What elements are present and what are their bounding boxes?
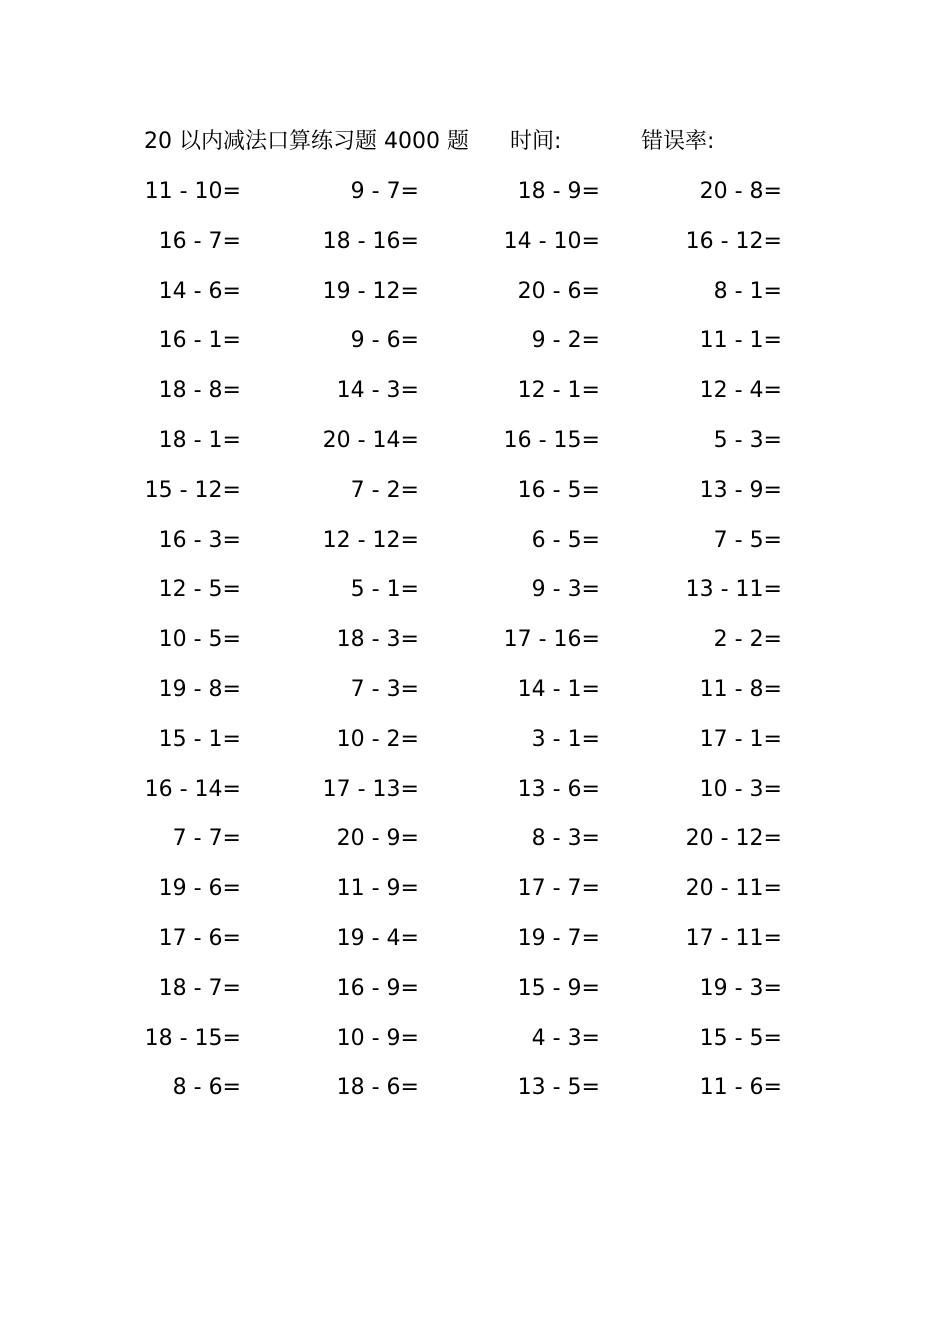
subtraction-problem: 13 - 9= [699,477,782,503]
subtraction-problem: 18 - 9= [517,179,600,204]
problem-row [144,770,844,820]
problem-row [144,620,844,670]
subtraction-problem: 4 - 3= [531,1025,600,1051]
problem-row [144,421,844,471]
problem-row [144,521,844,571]
subtraction-problem: 11 - 9= [336,876,419,902]
subtraction-problem: 7 - 3= [350,676,419,702]
subtraction-problem: 20 - 6= [517,278,600,304]
problem-row [144,471,844,521]
subtraction-problem: 11 - 6= [699,1075,782,1101]
problem-row [144,272,844,322]
subtraction-problem: 17 - 16= [503,627,600,653]
subtraction-problem: 10 - 2= [336,726,419,752]
subtraction-problem: 8 - 1= [713,278,782,304]
subtraction-problem: 19 - 6= [158,876,241,902]
subtraction-problem: 5 - 1= [350,577,419,603]
subtraction-problem: 13 - 6= [517,776,600,802]
subtraction-problem: 17 - 1= [699,726,782,752]
subtraction-problem: 14 - 1= [517,676,600,702]
subtraction-problem: 18 - 1= [158,427,241,453]
subtraction-problem: 9 - 3= [531,577,600,603]
subtraction-problem: 18 - 7= [158,975,241,1001]
subtraction-problem: 8 - 6= [172,1075,241,1101]
subtraction-problem: 9 - 7= [350,179,419,204]
subtraction-problem: 14 - 6= [158,278,241,304]
worksheet-header [144,126,844,158]
subtraction-problem: 14 - 10= [503,228,600,254]
subtraction-problem: 16 - 1= [158,328,241,354]
subtraction-problem: 12 - 5= [158,577,241,603]
subtraction-problem: 18 - 15= [144,1025,241,1051]
problem-row [144,371,844,421]
problem-row [144,670,844,720]
subtraction-problem: 18 - 6= [336,1075,419,1101]
worksheet-title: 20 以内减法口算练习题 4000 题 [144,129,469,154]
subtraction-problem: 12 - 1= [517,378,600,404]
subtraction-problem: 2 - 2= [713,627,782,653]
subtraction-problem: 16 - 14= [144,776,241,802]
subtraction-problem: 20 - 11= [685,876,782,902]
problem-row [144,570,844,620]
subtraction-problem: 3 - 1= [531,726,600,752]
subtraction-problem: 7 - 5= [713,527,782,553]
subtraction-problem: 12 - 12= [322,527,419,553]
subtraction-problem: 18 - 8= [158,378,241,404]
problem-row [144,321,844,371]
subtraction-problem: 7 - 2= [350,477,419,503]
subtraction-problem: 19 - 3= [699,975,782,1001]
subtraction-problem: 20 - 9= [336,826,419,852]
subtraction-problem: 20 - 12= [685,826,782,852]
subtraction-problem: 17 - 6= [158,925,241,951]
subtraction-problem: 12 - 4= [699,378,782,404]
subtraction-problem: 5 - 3= [713,427,782,453]
subtraction-problem: 11 - 8= [699,676,782,702]
subtraction-problem: 11 - 10= [144,179,241,204]
subtraction-problem: 18 - 16= [322,228,419,254]
subtraction-problem: 18 - 3= [336,627,419,653]
subtraction-problem: 15 - 1= [158,726,241,752]
subtraction-problem: 16 - 3= [158,527,241,553]
subtraction-problem: 16 - 5= [517,477,600,503]
subtraction-problem: 10 - 9= [336,1025,419,1051]
subtraction-problem: 15 - 5= [699,1025,782,1051]
subtraction-problem: 19 - 7= [517,925,600,951]
problem-row [144,1068,844,1118]
subtraction-problem: 15 - 9= [517,975,600,1001]
subtraction-problem: 16 - 7= [158,228,241,254]
subtraction-problem: 7 - 7= [172,826,241,852]
subtraction-problem: 17 - 7= [517,876,600,902]
subtraction-problem: 17 - 11= [685,925,782,951]
subtraction-problem: 9 - 6= [350,328,419,354]
subtraction-problem: 20 - 8= [699,179,782,204]
time-label: 时间: [510,129,562,154]
problem-row [144,869,844,919]
subtraction-problem: 10 - 5= [158,627,241,653]
problem-row [144,172,844,222]
subtraction-problem: 19 - 4= [336,925,419,951]
subtraction-problem: 13 - 11= [685,577,782,603]
subtraction-problem: 19 - 12= [322,278,419,304]
problem-row [144,819,844,869]
problem-row [144,222,844,272]
problem-row [144,1019,844,1069]
problem-row [144,720,844,770]
subtraction-problem: 9 - 2= [531,328,600,354]
subtraction-problem: 13 - 5= [517,1075,600,1101]
error-rate-label: 错误率: [641,129,715,154]
subtraction-problem: 20 - 14= [322,427,419,453]
subtraction-problem: 16 - 15= [503,427,600,453]
subtraction-problem: 15 - 12= [144,477,241,503]
subtraction-problem: 16 - 9= [336,975,419,1001]
subtraction-problem: 19 - 8= [158,676,241,702]
subtraction-problem: 8 - 3= [531,826,600,852]
problem-row [144,919,844,969]
subtraction-problem: 14 - 3= [336,378,419,404]
subtraction-problem: 6 - 5= [531,527,600,553]
problem-grid [144,172,844,1118]
problem-row [144,969,844,1019]
subtraction-problem: 11 - 1= [699,328,782,354]
subtraction-problem: 10 - 3= [699,776,782,802]
subtraction-problem: 16 - 12= [685,228,782,254]
subtraction-problem: 17 - 13= [322,776,419,802]
